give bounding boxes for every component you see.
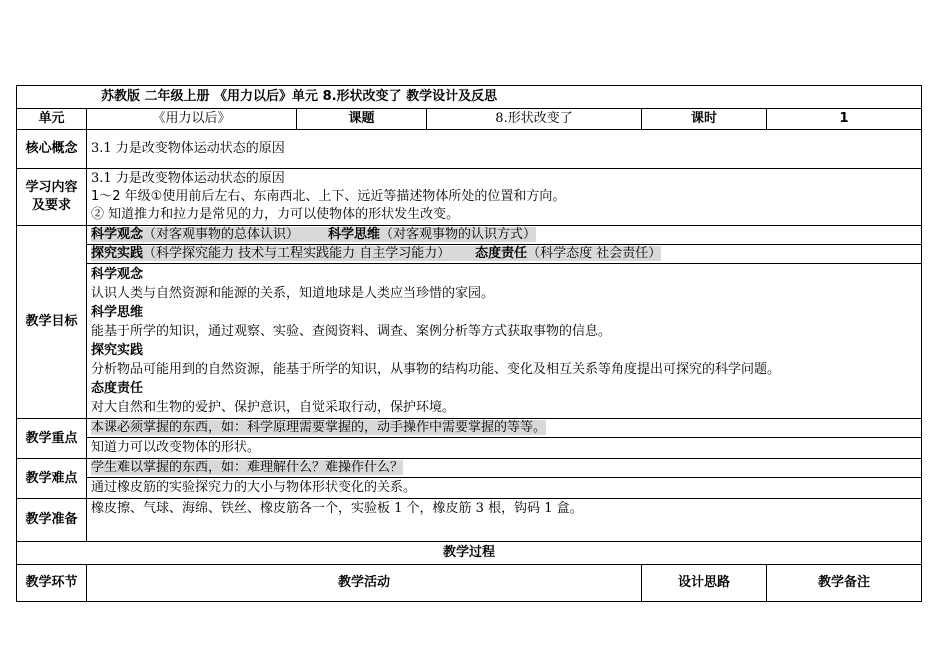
learning-content-row [17, 169, 922, 226]
process-header-row [17, 565, 922, 602]
goal-heading: 态度责任 [91, 381, 144, 396]
goals-summary-row-1 [17, 226, 922, 245]
goal-summary-desc: （对客观事物的认识方式） [379, 227, 536, 242]
core-concept-label: 核心概念 [17, 130, 87, 169]
process-col-notes: 教学备注 [767, 565, 922, 602]
core-concept-value: 3.1 力是改变物体运动状态的原因 [87, 130, 922, 169]
difficulties-hint: 学生难以掌握的东西，如：难理解什么？难操作什么？ [91, 460, 404, 475]
goal-heading: 探究实践 [91, 343, 144, 358]
preparation-label: 教学准备 [17, 499, 87, 542]
goal-summary-title: 科学观念 [91, 227, 144, 242]
learning-content-cell [87, 169, 922, 226]
difficulties-hint-cell [87, 459, 922, 478]
goals-label: 教学目标 [17, 226, 87, 419]
process-col-design: 设计思路 [642, 565, 767, 602]
preparation-value: 橡皮擦、气球、海绵、铁丝、橡皮筋各一个，实验板 1 个，橡皮筋 3 根，钩码 1 盒。 [87, 499, 922, 542]
goal-heading: 科学观念 [91, 267, 144, 282]
goal-text: 能基于所学的知识，通过观察、实验、查阅资料、调查、案例分析等方式获取事物的信息。 [91, 324, 612, 339]
goals-summary-1 [87, 226, 922, 245]
lesson-plan-document [16, 85, 921, 602]
key-points-row [17, 438, 922, 459]
goals-detail-cell [87, 264, 922, 419]
key-points-hint-row [17, 419, 922, 438]
lesson-label: 课题 [297, 109, 427, 130]
process-col-activity: 教学活动 [87, 565, 642, 602]
difficulties-label: 教学难点 [17, 459, 87, 499]
key-points-hint: 本课必须掌握的东西，如：科学原理需要掌握的，动手操作中需要掌握的等等。 [91, 420, 547, 435]
difficulties-value: 通过橡皮筋的实验探究力的大小与物体形状变化的关系。 [87, 478, 922, 499]
goal-summary-desc: （对客观事物的总体认识） [143, 227, 300, 242]
learning-content-line: ② 知道推力和拉力是常见的力，力可以使物体的形状发生改变。 [91, 207, 460, 222]
hours-label: 课时 [642, 109, 767, 130]
difficulties-hint-row [17, 459, 922, 478]
goal-summary-desc: （科学态度 社会责任） [527, 246, 662, 261]
key-points-value: 知道力可以改变物体的形状。 [87, 438, 922, 459]
goal-summary-highlight [91, 227, 536, 242]
goals-detail-row [17, 264, 922, 419]
key-points-label: 教学重点 [17, 419, 87, 459]
goals-summary-2 [87, 245, 922, 264]
process-col-stage: 教学环节 [17, 565, 87, 602]
info-row [17, 109, 922, 130]
process-title-row [17, 542, 922, 565]
goal-summary-title: 探究实践 [91, 246, 144, 261]
learning-content-label: 学习内容及要求 [17, 169, 87, 226]
goal-summary-desc: （科学探究能力 技术与工程实践能力 自主学习能力） [143, 246, 451, 261]
goal-heading: 科学思维 [91, 305, 144, 320]
goal-text: 认识人类与自然资源和能源的关系，知道地球是人类应当珍惜的家园。 [91, 286, 495, 301]
learning-content-line: 3.1 力是改变物体运动状态的原因 [91, 171, 285, 186]
goal-summary-title: 态度责任 [475, 246, 528, 261]
goal-summary-title: 科学思维 [327, 227, 380, 242]
goal-summary-highlight [91, 246, 661, 261]
hours-value: 1 [767, 109, 922, 130]
lesson-value: 8.形状改变了 [427, 109, 642, 130]
unit-value: 《用力以后》 [87, 109, 297, 130]
goal-text: 对大自然和生物的爱护、保护意识，自觉采取行动，保护环境。 [91, 400, 456, 415]
preparation-row [17, 499, 922, 542]
goals-summary-row-2 [17, 245, 922, 264]
difficulties-row [17, 478, 922, 499]
lesson-plan-table [16, 85, 922, 602]
key-points-hint-cell [87, 419, 922, 438]
process-title: 教学过程 [17, 542, 922, 565]
core-concept-row [17, 130, 922, 169]
goal-text: 分析物品可能用到的自然资源，能基于所学的知识，从事物的结构功能、变化及相互关系等角度提出可探究的科学问题。 [91, 362, 781, 377]
document-title: 苏教版 二年级上册 《用力以后》单元 8.形状改变了 教学设计及反思 [17, 86, 922, 109]
unit-label: 单元 [17, 109, 87, 130]
learning-content-line: 1～2 年级①使用前后左右、东南西北、上下、远近等描述物体所处的位置和方向。 [91, 189, 566, 204]
